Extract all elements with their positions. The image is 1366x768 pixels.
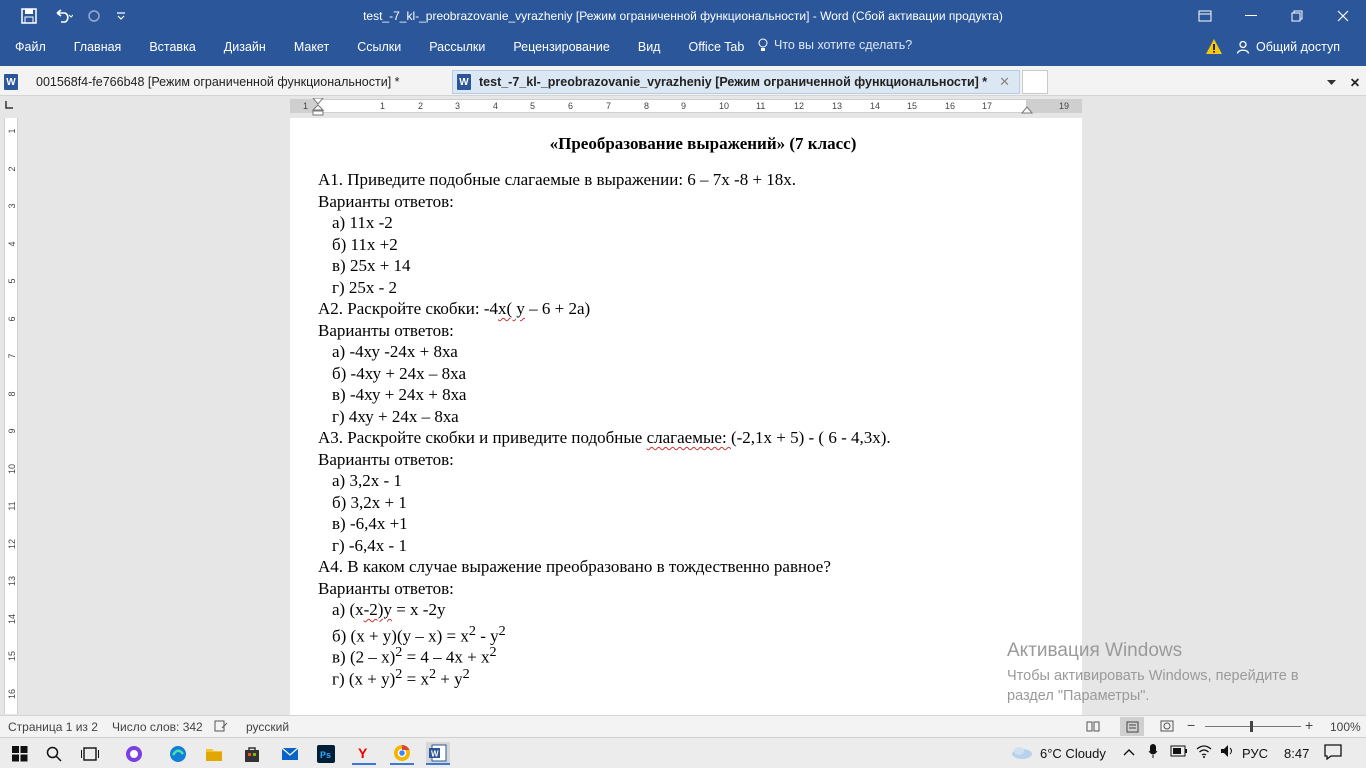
- vertical-ruler[interactable]: [4, 118, 18, 714]
- ruler-number: 16: [7, 688, 17, 699]
- print-layout-icon[interactable]: [1120, 717, 1144, 736]
- ruler-number: 1: [380, 101, 386, 111]
- ruler-number: 12: [7, 538, 17, 549]
- language[interactable]: русский: [246, 720, 290, 734]
- answers-label: Варианты ответов:: [318, 320, 454, 340]
- zoom-out-button[interactable]: −: [1187, 717, 1196, 733]
- activation-text: Чтобы активировать Windows, перейдите в раздел "Параметры".: [1007, 668, 1299, 704]
- store-icon[interactable]: [240, 742, 264, 765]
- ruler-number: 7: [606, 101, 612, 111]
- ruler-number: 12: [794, 101, 805, 111]
- superscript: 2: [489, 644, 497, 660]
- ruler-number: 13: [7, 576, 17, 587]
- doc-tab-2[interactable]: [452, 70, 1020, 94]
- tab-insert[interactable]: Вставка: [149, 40, 196, 54]
- tell-me-search[interactable]: [758, 38, 912, 52]
- superscript: 2: [428, 665, 437, 682]
- mail-icon[interactable]: [278, 742, 302, 765]
- superscript: 2: [498, 622, 506, 639]
- document-tab-strip: [0, 66, 1366, 96]
- option-a: а) 11х -2: [332, 213, 393, 232]
- ruler-number: 16: [945, 101, 956, 111]
- close-all-icon[interactable]: ✕: [1349, 75, 1361, 90]
- tab-review[interactable]: Рецензирование: [513, 40, 610, 54]
- text-run: = 4 – 4х + х: [402, 647, 490, 667]
- ribbon-display-options-icon[interactable]: [1182, 0, 1228, 32]
- text-run: б) (х + у)(у – х) = х: [332, 626, 469, 646]
- question-a4: А4. В каком случае выражение преобразовано в тождественно равное?: [318, 557, 831, 576]
- superscript: 2: [468, 622, 476, 639]
- tab-home[interactable]: Главная: [73, 40, 122, 54]
- tab-view[interactable]: Вид: [637, 40, 661, 54]
- battery-icon[interactable]: [1170, 745, 1188, 760]
- volume-icon[interactable]: [1220, 744, 1236, 761]
- ruler-number: 15: [907, 101, 918, 111]
- ruler-number: 3: [7, 203, 17, 209]
- question-a1: А1. Приведите подобные слагаемые в выражении: 6 – 7х -8 + 18х.: [318, 170, 797, 189]
- option-c: в) -6,4х +1: [332, 514, 408, 533]
- microphone-icon[interactable]: [1148, 743, 1158, 762]
- option-c: [318, 642, 1058, 667]
- ruler-number: 2: [418, 101, 424, 111]
- tab-file[interactable]: Файл: [15, 40, 46, 54]
- answers-label: Варианты ответов:: [318, 449, 454, 469]
- input-language[interactable]: РУС: [1242, 746, 1269, 761]
- share-label: Общий доступ: [1256, 40, 1340, 54]
- spelling-error[interactable]: слагаемые:: [646, 428, 731, 447]
- svg-text:Y: Y: [358, 744, 368, 761]
- tab-design[interactable]: Дизайн: [223, 40, 266, 54]
- tell-me-label: Что вы хотите сделать?: [774, 38, 913, 52]
- option-d: г) -6,4х - 1: [332, 535, 407, 555]
- close-button[interactable]: [1320, 0, 1366, 32]
- option-c: в) -4ху + 24х + 8ха: [332, 385, 467, 404]
- ruler-number: 4: [493, 101, 499, 111]
- redo-icon[interactable]: [84, 4, 104, 28]
- doc-tab-label: 001568f4-fe766b48 [Режим ограниченной функциональности] *: [36, 75, 400, 89]
- ruler-number: 13: [832, 101, 843, 111]
- zoom-slider[interactable]: [1205, 726, 1301, 727]
- option-a: а) -4ху -24х + 8ха: [332, 342, 458, 361]
- right-margin: [1026, 100, 1082, 112]
- spelling-error[interactable]: -2)у: [363, 600, 392, 619]
- taskbar: [0, 737, 1366, 768]
- customize-toolbar-icon[interactable]: [112, 4, 130, 28]
- option-c: в) 25х + 14: [332, 256, 411, 275]
- question-a2: [318, 298, 1058, 320]
- person-icon: [1236, 40, 1250, 54]
- web-layout-icon[interactable]: [1160, 720, 1174, 735]
- zoom-slider-thumb[interactable]: [1250, 721, 1253, 732]
- weather-text[interactable]: 6°C Cloudy: [1040, 746, 1106, 761]
- document-page[interactable]: [290, 118, 1082, 715]
- option-d: г) 25х - 2: [332, 277, 398, 297]
- option-a: [318, 599, 1058, 621]
- file-explorer-icon[interactable]: [202, 742, 226, 765]
- text-run: А3. Раскройте скобки и приведите подобные: [318, 428, 647, 447]
- word-doc-icon: W: [4, 74, 18, 90]
- text-run: + у: [436, 669, 463, 689]
- tab-selector-icon[interactable]: [4, 100, 16, 112]
- spelling-error[interactable]: х( у: [498, 299, 525, 318]
- ruler-number: 2: [7, 166, 17, 172]
- ruler-number: 6: [7, 316, 17, 322]
- ribbon-tabs: [0, 34, 758, 60]
- document-body[interactable]: [318, 134, 1058, 689]
- question-a3: [318, 427, 1058, 449]
- doc-tab-label: test_-7_kl-_preobrazovanie_vyrazheniy [Режим ограниченной функциональности] *: [479, 75, 988, 89]
- zoom-level[interactable]: 100%: [1330, 720, 1361, 734]
- ruler-number: 5: [530, 101, 536, 111]
- horizontal-ruler[interactable]: [290, 99, 1082, 113]
- option-d: г) 4ху + 24х – 8ха: [332, 406, 459, 426]
- proofing-icon[interactable]: [214, 720, 228, 735]
- ruler-number: 10: [719, 101, 730, 111]
- text-run: = х -2у: [391, 600, 446, 619]
- ruler-number: 11: [7, 501, 17, 511]
- task-view-icon[interactable]: [78, 742, 102, 765]
- ruler-number: 19: [1059, 101, 1070, 111]
- undo-icon[interactable]: [48, 4, 78, 28]
- chevron-up-icon[interactable]: [1123, 745, 1135, 760]
- share-button[interactable]: [1236, 36, 1340, 58]
- alice-assistant-icon[interactable]: [122, 742, 146, 765]
- warning-icon[interactable]: [1205, 38, 1223, 56]
- ruler-number: 6: [568, 101, 574, 111]
- word-doc-icon: W: [457, 74, 471, 90]
- read-mode-icon[interactable]: [1086, 720, 1100, 735]
- answers-label: Варианты ответов:: [318, 578, 454, 598]
- superscript: 2: [395, 665, 403, 682]
- search-icon[interactable]: [42, 742, 66, 765]
- ruler-number: 1: [303, 101, 309, 111]
- ruler-number: 14: [7, 613, 17, 624]
- answers-label: Варианты ответов:: [318, 191, 454, 211]
- text-run: = х: [402, 669, 429, 689]
- indent-marker-icon[interactable]: [312, 98, 324, 116]
- option-a: а) 3,2х - 1: [332, 471, 402, 490]
- save-icon[interactable]: [18, 4, 40, 28]
- notifications-icon[interactable]: [1324, 744, 1342, 763]
- ruler-number: 17: [982, 101, 993, 111]
- tab-mailings[interactable]: Рассылки: [429, 40, 486, 54]
- document-heading: «Преобразование выражений» (7 класс): [549, 134, 857, 153]
- option-b: б) 11х +2: [332, 234, 398, 254]
- status-bar: [0, 715, 1366, 737]
- svg-text:Ps: Ps: [320, 749, 332, 760]
- restore-button[interactable]: [1274, 0, 1320, 32]
- title-bar: [0, 0, 1366, 66]
- option-b: [318, 621, 1058, 646]
- close-tab-icon[interactable]: ✕: [999, 74, 1011, 89]
- start-button[interactable]: [8, 742, 32, 765]
- text-run: А2. Раскройте скобки: -4: [318, 299, 498, 318]
- ruler-number: 5: [7, 278, 17, 284]
- word-app-icon[interactable]: [426, 742, 450, 765]
- doc-tab-1[interactable]: [4, 70, 448, 94]
- chrome-icon[interactable]: [390, 742, 414, 765]
- ruler-number: 3: [455, 101, 461, 111]
- wifi-icon[interactable]: [1196, 744, 1212, 761]
- weather-icon[interactable]: [1010, 744, 1034, 763]
- option-b: б) 3,2х + 1: [332, 492, 407, 512]
- ruler-number: 11: [756, 101, 766, 111]
- word-count[interactable]: Число слов: 342: [112, 720, 203, 734]
- activation-title: Активация Windows: [1007, 640, 1183, 661]
- text-run: – 6 + 2а): [524, 299, 591, 318]
- ruler-number: 1: [7, 128, 17, 134]
- lightbulb-icon: [758, 38, 768, 52]
- activation-watermark: [1007, 640, 1327, 706]
- yandex-browser-icon[interactable]: [352, 742, 376, 765]
- superscript: 2: [395, 644, 403, 660]
- text-run: г) (х + у): [332, 669, 396, 689]
- tab-list-dropdown-icon[interactable]: [1322, 70, 1340, 94]
- minimize-button[interactable]: [1228, 0, 1274, 32]
- ruler-number: 14: [870, 101, 881, 111]
- ruler-number: 7: [7, 353, 17, 359]
- ruler-number: 15: [7, 651, 17, 662]
- option-b: б) -4ху + 24х – 8ха: [332, 363, 466, 383]
- option-d: [318, 664, 1058, 689]
- tab-references[interactable]: Ссылки: [357, 40, 402, 54]
- text-run: - у: [475, 626, 499, 646]
- zoom-in-button[interactable]: +: [1305, 717, 1314, 733]
- text-run: в) (2 – х): [332, 647, 396, 667]
- ruler-number: 9: [681, 101, 687, 111]
- ruler-area: [0, 96, 1366, 116]
- text-run: а) (х: [332, 600, 364, 619]
- new-tab-button[interactable]: [1022, 70, 1048, 94]
- edge-browser-icon[interactable]: [166, 742, 190, 765]
- clock[interactable]: 8:47: [1284, 746, 1310, 761]
- photoshop-icon[interactable]: [314, 742, 338, 765]
- tab-layout[interactable]: Макет: [293, 40, 330, 54]
- tab-office-tab[interactable]: Office Tab: [688, 40, 745, 54]
- text-run: (-2,1х + 5) - ( 6 - 4,3х).: [730, 428, 891, 447]
- ruler-number: 8: [7, 391, 17, 397]
- right-indent-marker-icon[interactable]: [1021, 104, 1033, 114]
- window-title: test_-7_kl-_preobrazovanie_vyrazheniy [Режим ограниченной функциональности] - Word (Сбой активации продукта): [363, 9, 1003, 23]
- ruler-number: 9: [7, 428, 17, 434]
- ruler-number: 8: [644, 101, 650, 111]
- ruler-number: 10: [7, 463, 17, 474]
- ruler-number: 4: [7, 241, 17, 247]
- svg-text:W: W: [431, 749, 439, 758]
- superscript: 2: [462, 665, 470, 682]
- page-count[interactable]: Страница 1 из 2: [8, 720, 98, 734]
